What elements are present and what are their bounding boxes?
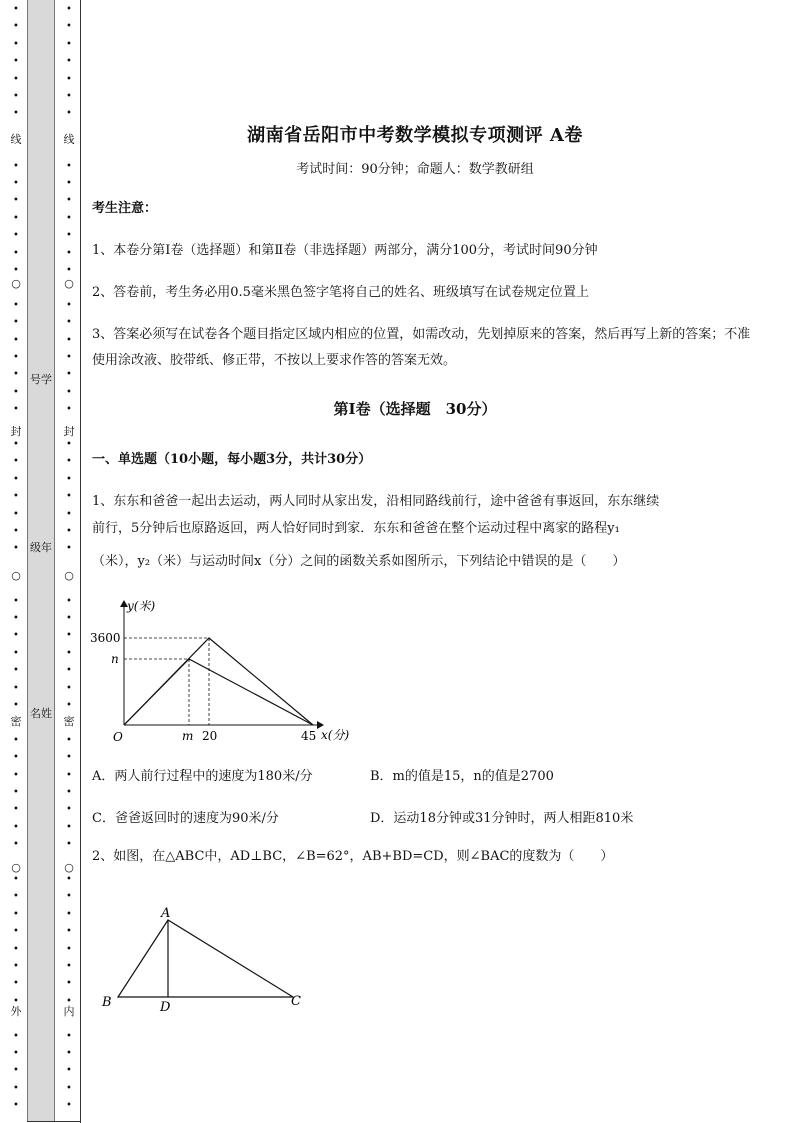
page-title: 湖南省岳阳市中考数学模拟专项测评 A卷	[247, 125, 583, 146]
inner-dot: •	[66, 1030, 72, 1042]
inner-dot: •	[66, 891, 72, 903]
inner-dot: •	[66, 787, 72, 798]
q1-stem-line-3: （米），y₂（米）与运动时间x（分）之间的函数关系如图所示，下列结论中错误的是（ ）	[92, 554, 626, 569]
vertex-a-label: A	[161, 906, 171, 921]
inner-dot: •	[66, 682, 72, 694]
inner-dot: •	[66, 908, 72, 920]
outer-dot: •	[13, 839, 19, 851]
inner-dot: •	[66, 369, 72, 381]
inner-dot: •	[66, 508, 72, 520]
inner-seal-char: 封	[63, 425, 75, 438]
outer-dot: •	[13, 926, 19, 938]
inner-dot: •	[66, 978, 72, 990]
q1-stem-line-1: 1、东东和爸爸一起出去运动，两人同时从家出发，沿相同路线前行，途中爸爸有事返回，东东继续	[92, 494, 660, 509]
outer-dot: •	[13, 821, 19, 833]
inner-dot: •	[66, 804, 72, 816]
outer-dot: •	[13, 891, 19, 903]
inner-dot: •	[66, 56, 72, 68]
inner-circle-mark: ○	[64, 861, 74, 874]
student-info-band	[27, 0, 55, 1121]
outer-dot: •	[13, 369, 19, 381]
outer-dot: •	[13, 404, 19, 416]
inner-dot: •	[66, 473, 72, 485]
inner-dot: •	[66, 195, 72, 207]
outer-dot: •	[13, 752, 19, 764]
vertex-b-label: B	[102, 995, 112, 1010]
inner-dot: •	[66, 595, 72, 607]
inner-dot: •	[66, 943, 72, 955]
outer-dot: •	[13, 769, 19, 781]
vertex-c-label: C	[291, 994, 301, 1009]
inner-dot: •	[66, 630, 72, 642]
q1-option-a: A．两人前行过程中的速度为180米/分	[92, 769, 313, 784]
outer-dot: •	[13, 247, 19, 259]
inner-dot: •	[66, 73, 72, 85]
inner-dot: •	[66, 647, 72, 659]
x-tick-m: m	[182, 729, 194, 743]
inner-seal-char: 密	[63, 715, 75, 728]
outer-dot: •	[13, 943, 19, 955]
inner-seal-char: 内	[63, 1005, 75, 1018]
outer-dot: •	[13, 160, 19, 172]
inner-dot: •	[66, 299, 72, 311]
q1-stem-line-2: 前行，5分钟后也原路返回，两人恰好同时到家．东东和爸爸在整个运动过程中离家的路程y₁	[92, 521, 620, 536]
inner-dot: •	[66, 526, 72, 537]
inner-dot: •	[66, 352, 72, 363]
outer-dot: •	[13, 595, 19, 607]
line-y1-dongdong	[124, 638, 313, 725]
outer-dot: •	[13, 613, 19, 624]
outer-dot: •	[13, 787, 19, 798]
q1-function-graph	[85, 595, 365, 750]
notice-item-2: 2、答卷前，考生务必用0.5毫米黑色签字笔将自己的姓名、班级填写在试卷规定位置上	[92, 285, 589, 300]
outer-seal-char: 线	[10, 133, 22, 146]
inner-dot: •	[66, 247, 72, 259]
outer-dot: •	[13, 961, 19, 972]
outer-dot: •	[13, 439, 19, 450]
q2-stem: 2、如图，在△ABC中，AD⊥BC，∠B=62°，AB+BD=CD，则∠BAC的度数为（ ）	[92, 849, 614, 864]
outer-dot: •	[13, 108, 19, 120]
inner-dot: •	[66, 543, 72, 555]
outer-dot: •	[13, 978, 19, 990]
outer-dot: •	[13, 526, 19, 537]
inner-dot: •	[66, 961, 72, 972]
outer-dot: •	[13, 630, 19, 642]
y-tick-3600: 3600	[90, 631, 121, 645]
field-name: 名姓	[30, 707, 52, 720]
inner-dot: •	[66, 700, 72, 711]
inner-dot: •	[66, 230, 72, 242]
q1-option-d: D．运动18分钟或31分钟时，两人相距810米	[370, 811, 634, 826]
outer-dot: •	[13, 543, 19, 555]
inner-dot: •	[66, 456, 72, 468]
outer-dot: •	[13, 1100, 19, 1112]
q1-option-b: B．m的值是15，n的值是2700	[370, 769, 554, 784]
section-title: 第Ⅰ卷（选择题 30分）	[333, 400, 497, 418]
field-student-number: 号学	[30, 373, 52, 386]
outer-dot: •	[13, 508, 19, 520]
outer-dot: •	[13, 91, 19, 102]
inner-dot: •	[66, 178, 72, 189]
origin-label: O	[113, 730, 123, 744]
outer-dot: •	[13, 386, 19, 398]
notice-item-3: 3、答案必须写在试卷各个题目指定区域内相应的位置，如需改动，先划掉原来的答案，然后再写上新的答案；不准使用涂改液、胶带纸、修正带，不按以上要求作答的答案无效。	[92, 327, 751, 368]
inner-dot: •	[66, 926, 72, 938]
inner-dot: •	[66, 491, 72, 503]
inner-dot: •	[66, 1048, 72, 1059]
outer-dot: •	[13, 1048, 19, 1059]
outer-dot: •	[13, 195, 19, 207]
outer-dot: •	[13, 1065, 19, 1077]
inner-dot: •	[66, 752, 72, 764]
x-tick-45: 45	[301, 729, 317, 743]
outer-dot: •	[13, 456, 19, 468]
outer-dot: •	[13, 700, 19, 711]
outer-seal-char: 外	[10, 1005, 22, 1018]
inner-dot: •	[66, 334, 72, 346]
inner-dot: •	[66, 38, 72, 50]
inner-dot: •	[66, 108, 72, 120]
y-tick-n: n	[111, 652, 119, 666]
inner-dot: •	[66, 1100, 72, 1112]
outer-dot: •	[13, 334, 19, 346]
inner-dot: •	[66, 1082, 72, 1094]
notice-heading: 考生注意：	[92, 201, 158, 216]
inner-seal-char: 线	[63, 133, 75, 146]
inner-dot: •	[66, 613, 72, 624]
outer-dot: •	[13, 230, 19, 242]
x-tick-20: 20	[202, 729, 218, 743]
inner-dot: •	[66, 769, 72, 781]
inner-circle-mark: ○	[64, 569, 74, 582]
outer-circle-mark: ○	[11, 569, 21, 582]
inner-dot: •	[66, 4, 72, 15]
outer-dot: •	[13, 491, 19, 503]
inner-dot: •	[66, 404, 72, 416]
outer-dot: •	[13, 995, 19, 1007]
inner-dot: •	[66, 212, 72, 224]
q2-triangle-figure	[95, 900, 315, 1018]
inner-dot: •	[66, 386, 72, 398]
outer-dot: •	[13, 734, 19, 746]
q1-option-c: C．爸爸返回时的速度为90米/分	[92, 811, 279, 826]
outer-circle-mark: ○	[11, 861, 21, 874]
margin-rule	[80, 0, 81, 1123]
inner-dot: •	[66, 91, 72, 102]
inner-dot: •	[66, 265, 72, 276]
exam-info: 考试时间：90分钟；命题人：数学教研组	[296, 162, 534, 177]
outer-dot: •	[13, 473, 19, 485]
outer-dot: •	[13, 21, 19, 33]
foot-d-label: D	[160, 1000, 171, 1015]
triangle-abc	[118, 920, 293, 997]
outer-dot: •	[13, 804, 19, 816]
inner-dot: •	[66, 821, 72, 833]
inner-dot: •	[66, 160, 72, 172]
inner-dot: •	[66, 995, 72, 1007]
binding-margin	[0, 0, 82, 1123]
inner-dot: •	[66, 734, 72, 746]
outer-dot: •	[13, 38, 19, 50]
outer-dot: •	[13, 908, 19, 920]
inner-dot: •	[66, 439, 72, 450]
outer-dot: •	[13, 265, 19, 276]
outer-dot: •	[13, 1030, 19, 1042]
outer-dot: •	[13, 647, 19, 659]
outer-dot: •	[13, 1082, 19, 1094]
line-y2-father	[124, 659, 313, 725]
y-axis-label: y(米)	[127, 599, 156, 613]
outer-dot: •	[13, 212, 19, 224]
outer-dot: •	[13, 73, 19, 85]
x-axis-label: x(分)	[321, 728, 350, 742]
outer-dot: •	[13, 56, 19, 68]
notice-item-1: 1、本卷分第Ⅰ卷（选择题）和第Ⅱ卷（非选择题）两部分，满分100分，考试时间90分钟	[92, 243, 598, 258]
outer-dot: •	[13, 299, 19, 311]
inner-dot: •	[66, 839, 72, 851]
inner-dot: •	[66, 21, 72, 33]
outer-dot: •	[13, 178, 19, 189]
outer-seal-char: 密	[10, 715, 22, 728]
margin-bottom-rule	[27, 1121, 81, 1122]
outer-circle-mark: ○	[11, 277, 21, 290]
outer-dot: •	[13, 874, 19, 885]
outer-dot: •	[13, 317, 19, 329]
outer-dot: •	[13, 682, 19, 694]
outer-dot: •	[13, 665, 19, 677]
inner-dot: •	[66, 1065, 72, 1077]
field-grade: 级年	[30, 541, 52, 554]
outer-dot: •	[13, 352, 19, 363]
outer-seal-char: 封	[10, 425, 22, 438]
inner-dot: •	[66, 317, 72, 329]
inner-circle-mark: ○	[64, 277, 74, 290]
inner-dot: •	[66, 874, 72, 885]
part-heading: 一、单选题（10小题，每小题3分，共计30分）	[92, 452, 372, 467]
outer-dot: •	[13, 4, 19, 15]
inner-dot: •	[66, 665, 72, 677]
